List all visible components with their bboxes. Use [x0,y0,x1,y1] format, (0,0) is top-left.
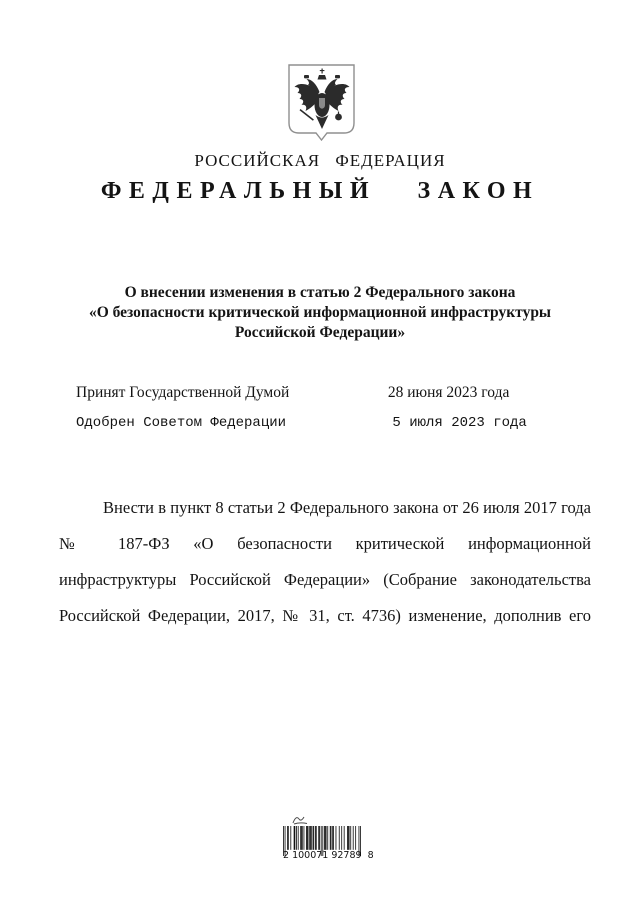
body-line: Российской Федерации, 2017, № 31, ст. 4736) изменение, дополнив его [59,606,591,625]
law-title-line-1: О внесении изменения в статью 2 Федерального закона [124,284,516,301]
coat-of-arms-frame [288,64,355,142]
registration-barcode [283,814,374,861]
adoption-block [76,384,556,446]
duma-date: 28 июня 2023 года [387,384,510,401]
adopted-by-duma-row [76,384,556,406]
body-line: Внести в пункт 8 статьи 2 Федерального закона от 26 июля 2017 года [103,498,591,517]
law-title [40,283,600,343]
handwritten-mark-icon [291,814,309,825]
approved-by-council-row [76,415,556,437]
body-line: инфраструктуры Российской Федерации» (Собрание законодательства [59,570,591,589]
law-title-line-3: Российской Федерации» [234,324,406,341]
duma-label: Принят Государственной Думой [76,384,290,401]
law-title-line-2: «О безопасности критической информационной инфраструктуры [88,304,552,321]
russia-coat-of-arms-icon [288,64,355,142]
law-type-heading: ФЕДЕРАЛЬНЫЙ ЗАКОН [100,178,540,204]
council-label: Одобрен Советом Федерации [76,415,287,431]
barcode-digits: 2 100071 92789 8 [283,850,374,861]
country-name: РОССИЙСКАЯ ФЕДЕРАЦИЯ [194,151,446,170]
council-date: 5 июля 2023 года [392,415,527,431]
body-line: № 187-ФЗ «О безопасности критической информационной [59,534,591,553]
body-paragraph [59,490,591,634]
